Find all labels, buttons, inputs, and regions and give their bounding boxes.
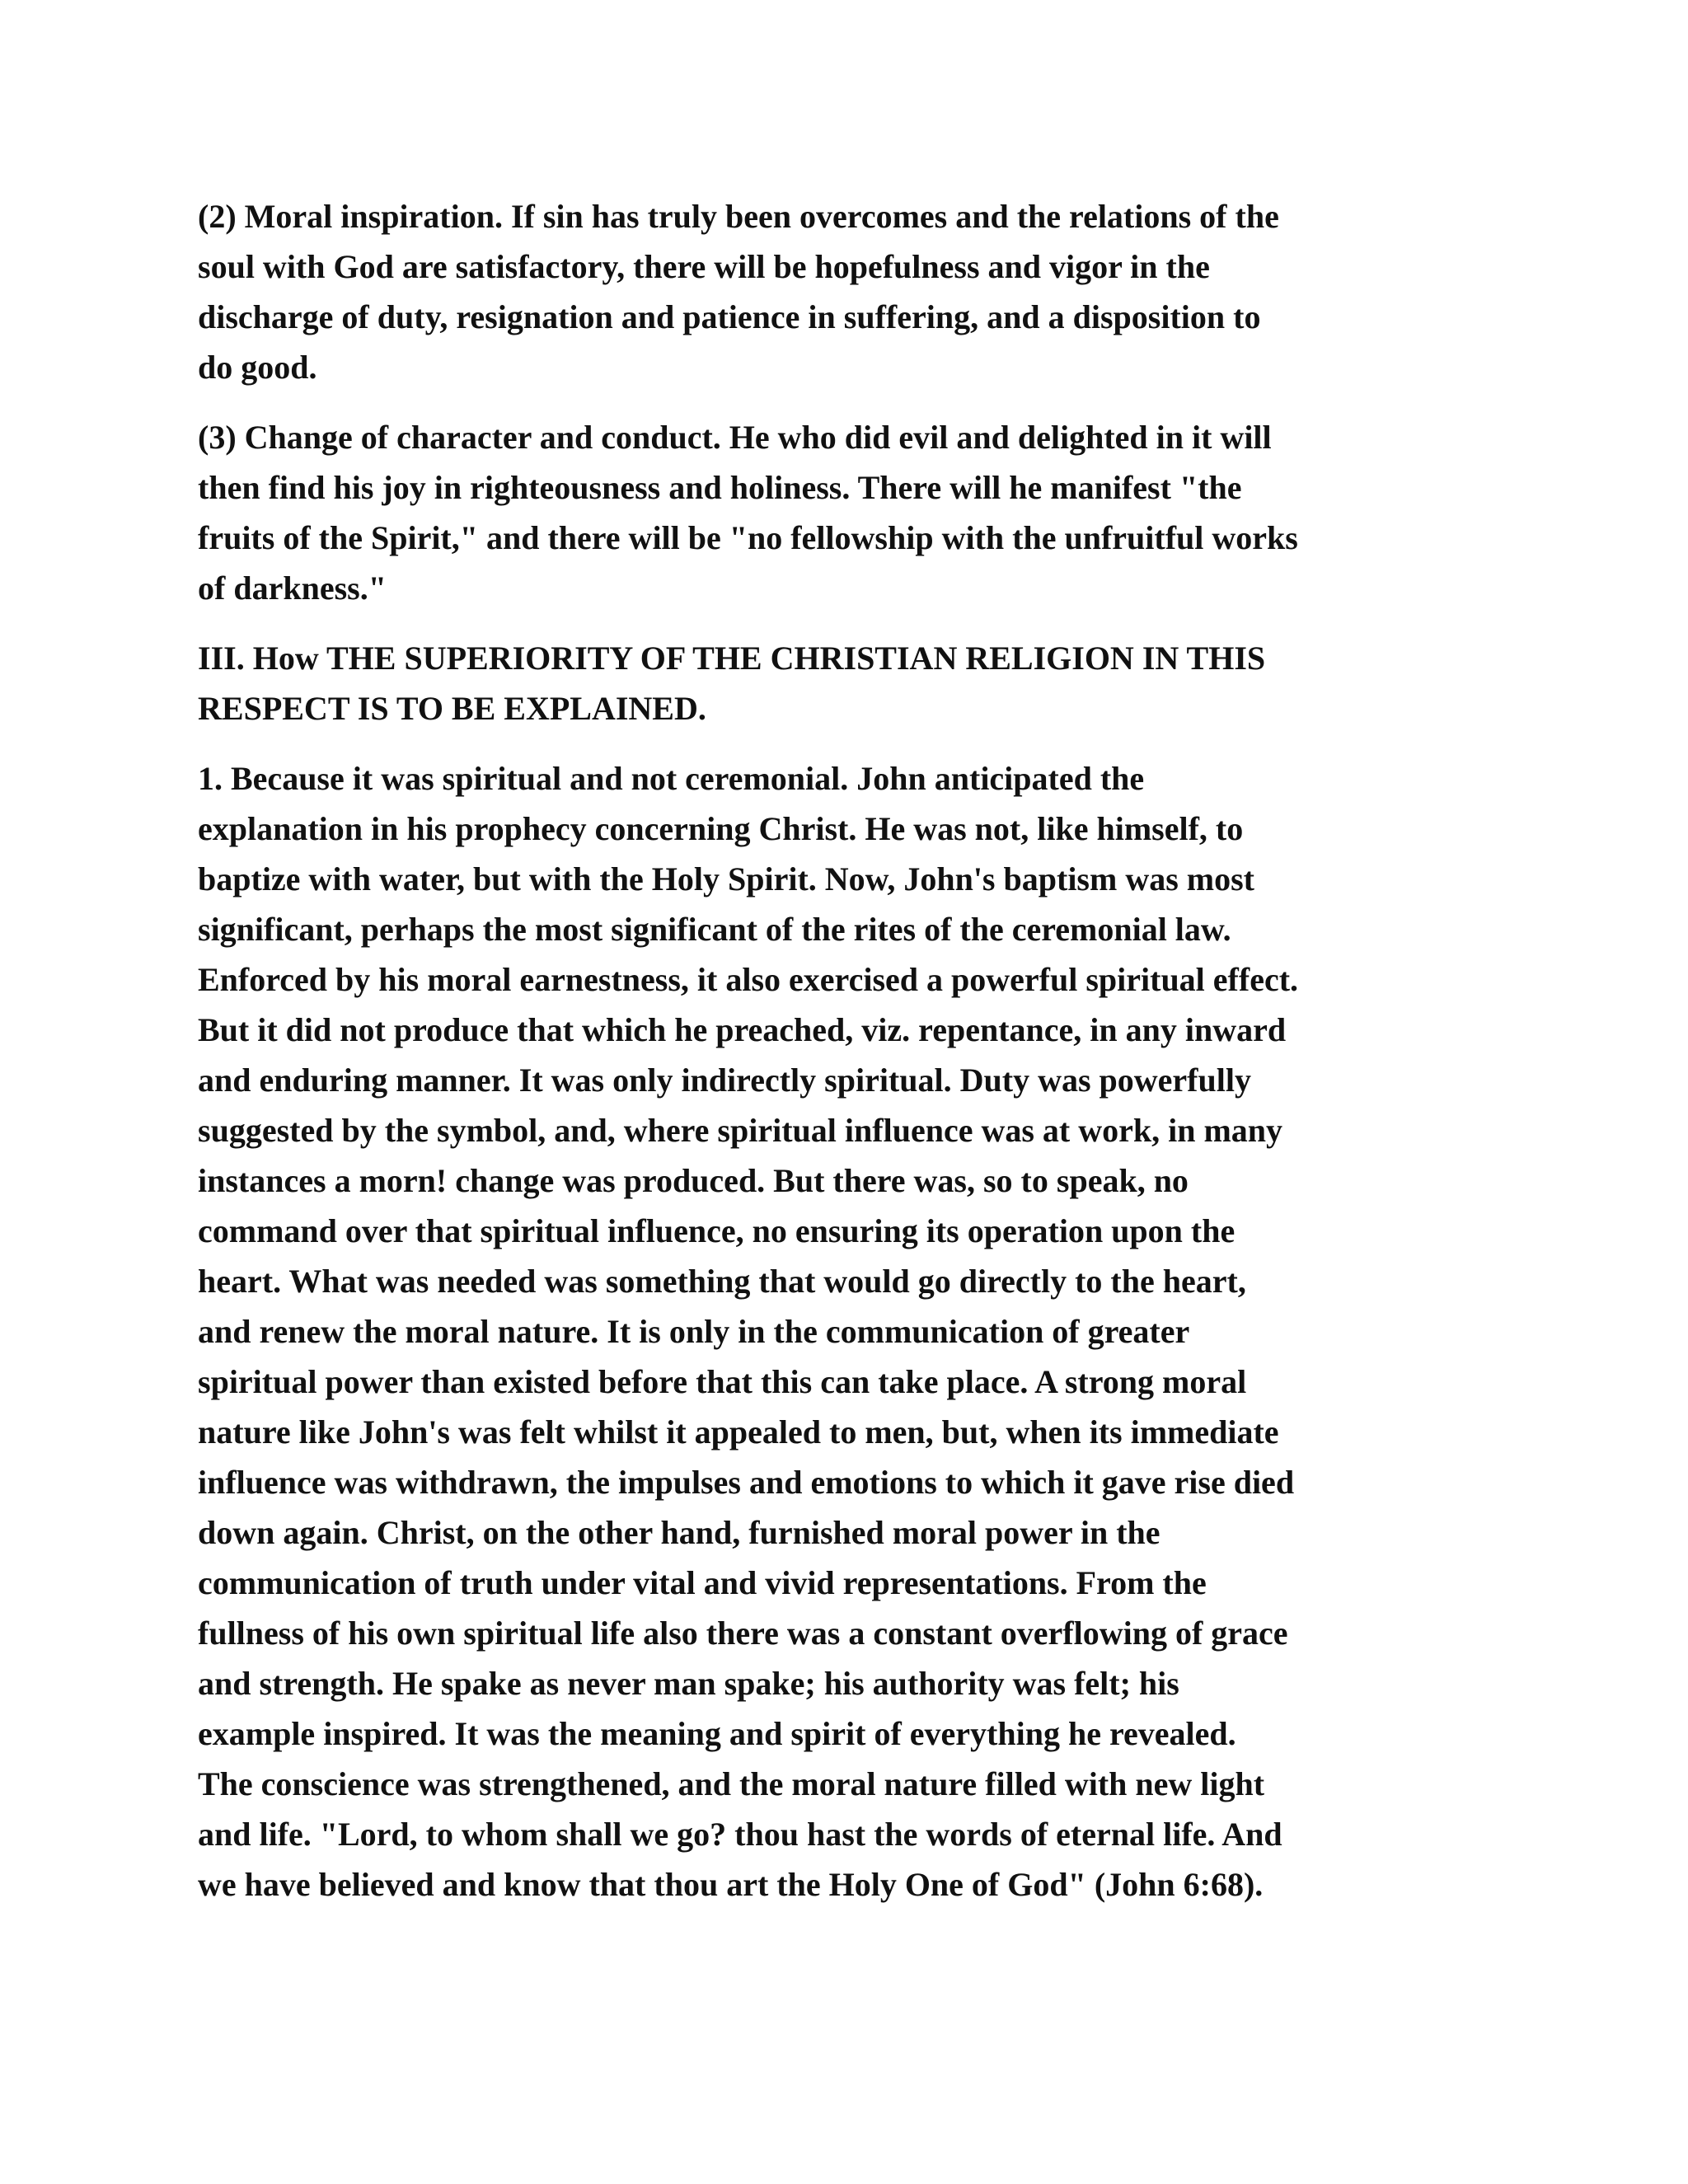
text-line: (2) Moral inspiration. If sin has truly been overcomes and the relations of the: [198, 198, 1279, 235]
heading-line: III. How THE SUPERIORITY OF THE CHRISTIAN RELIGION IN THIS: [198, 640, 1266, 677]
paragraph-spiritual-not-ceremonial: [198, 753, 1500, 1910]
text-line: suggested by the symbol, and, where spiritual influence was at work, in many: [198, 1112, 1283, 1149]
text-line: soul with God are satisfactory, there will be hopefulness and vigor in the: [198, 248, 1210, 285]
text-line: and strength. He spake as never man spake; his authority was felt; his: [198, 1665, 1179, 1702]
text-line: significant, perhaps the most significant of the rites of the ceremonial law.: [198, 911, 1231, 948]
text-line: Enforced by his moral earnestness, it also exercised a powerful spiritual effect.: [198, 961, 1299, 998]
text-line: command over that spiritual influence, no ensuring its operation upon the: [198, 1212, 1236, 1249]
text-line: (3) Change of character and conduct. He who did evil and delighted in it will: [198, 419, 1272, 456]
text-line: and life. "Lord, to whom shall we go? thou hast the words of eternal life. And: [198, 1816, 1282, 1853]
text-line: heart. What was needed was something that would go directly to the heart,: [198, 1263, 1246, 1300]
text-line: spiritual power than existed before that this can take place. A strong moral: [198, 1363, 1247, 1400]
text-line: example inspired. It was the meaning and spirit of everything he revealed.: [198, 1715, 1236, 1752]
text-line: explanation in his prophecy concerning Christ. He was not, like himself, to: [198, 810, 1244, 847]
text-line: The conscience was strengthened, and the moral nature filled with new light: [198, 1765, 1265, 1802]
heading-line: RESPECT IS TO BE EXPLAINED.: [198, 690, 706, 727]
text-line: 1. Because it was spiritual and not ceremonial. John anticipated the: [198, 760, 1145, 797]
text-line: and renew the moral nature. It is only in the communication of greater: [198, 1313, 1190, 1350]
text-line: then find his joy in righteousness and holiness. There will he manifest "the: [198, 469, 1242, 506]
text-line: fullness of his own spiritual life also there was a constant overflowing of grace: [198, 1615, 1288, 1652]
text-line: communication of truth under vital and vivid representations. From the: [198, 1564, 1207, 1601]
text-line: influence was withdrawn, the impulses and emotions to which it gave rise died: [198, 1464, 1295, 1501]
paragraph-moral-inspiration: [198, 191, 1500, 392]
document-body: [198, 191, 1500, 1910]
text-line: discharge of duty, resignation and patience in suffering, and a disposition to: [198, 298, 1261, 335]
text-line: But it did not produce that which he preached, viz. repentance, in any inward: [198, 1011, 1287, 1048]
text-line: nature like John's was felt whilst it appealed to men, but, when its immediate: [198, 1413, 1279, 1451]
text-line: we have believed and know that thou art the Holy One of God" (John 6:68).: [198, 1866, 1264, 1903]
text-line: fruits of the Spirit," and there will be "no fellowship with the unfruitful works: [198, 519, 1298, 556]
text-line: instances a morn! change was produced. But there was, so to speak, no: [198, 1162, 1189, 1199]
text-line: baptize with water, but with the Holy Spirit. Now, John's baptism was most: [198, 860, 1254, 898]
text-line: do good.: [198, 349, 317, 386]
section-heading: [198, 633, 1500, 733]
text-line: and enduring manner. It was only indirectly spiritual. Duty was powerfully: [198, 1062, 1251, 1099]
paragraph-change-of-character: [198, 412, 1500, 613]
text-line: of darkness.": [198, 569, 387, 607]
text-line: down again. Christ, on the other hand, furnished moral power in the: [198, 1514, 1160, 1551]
